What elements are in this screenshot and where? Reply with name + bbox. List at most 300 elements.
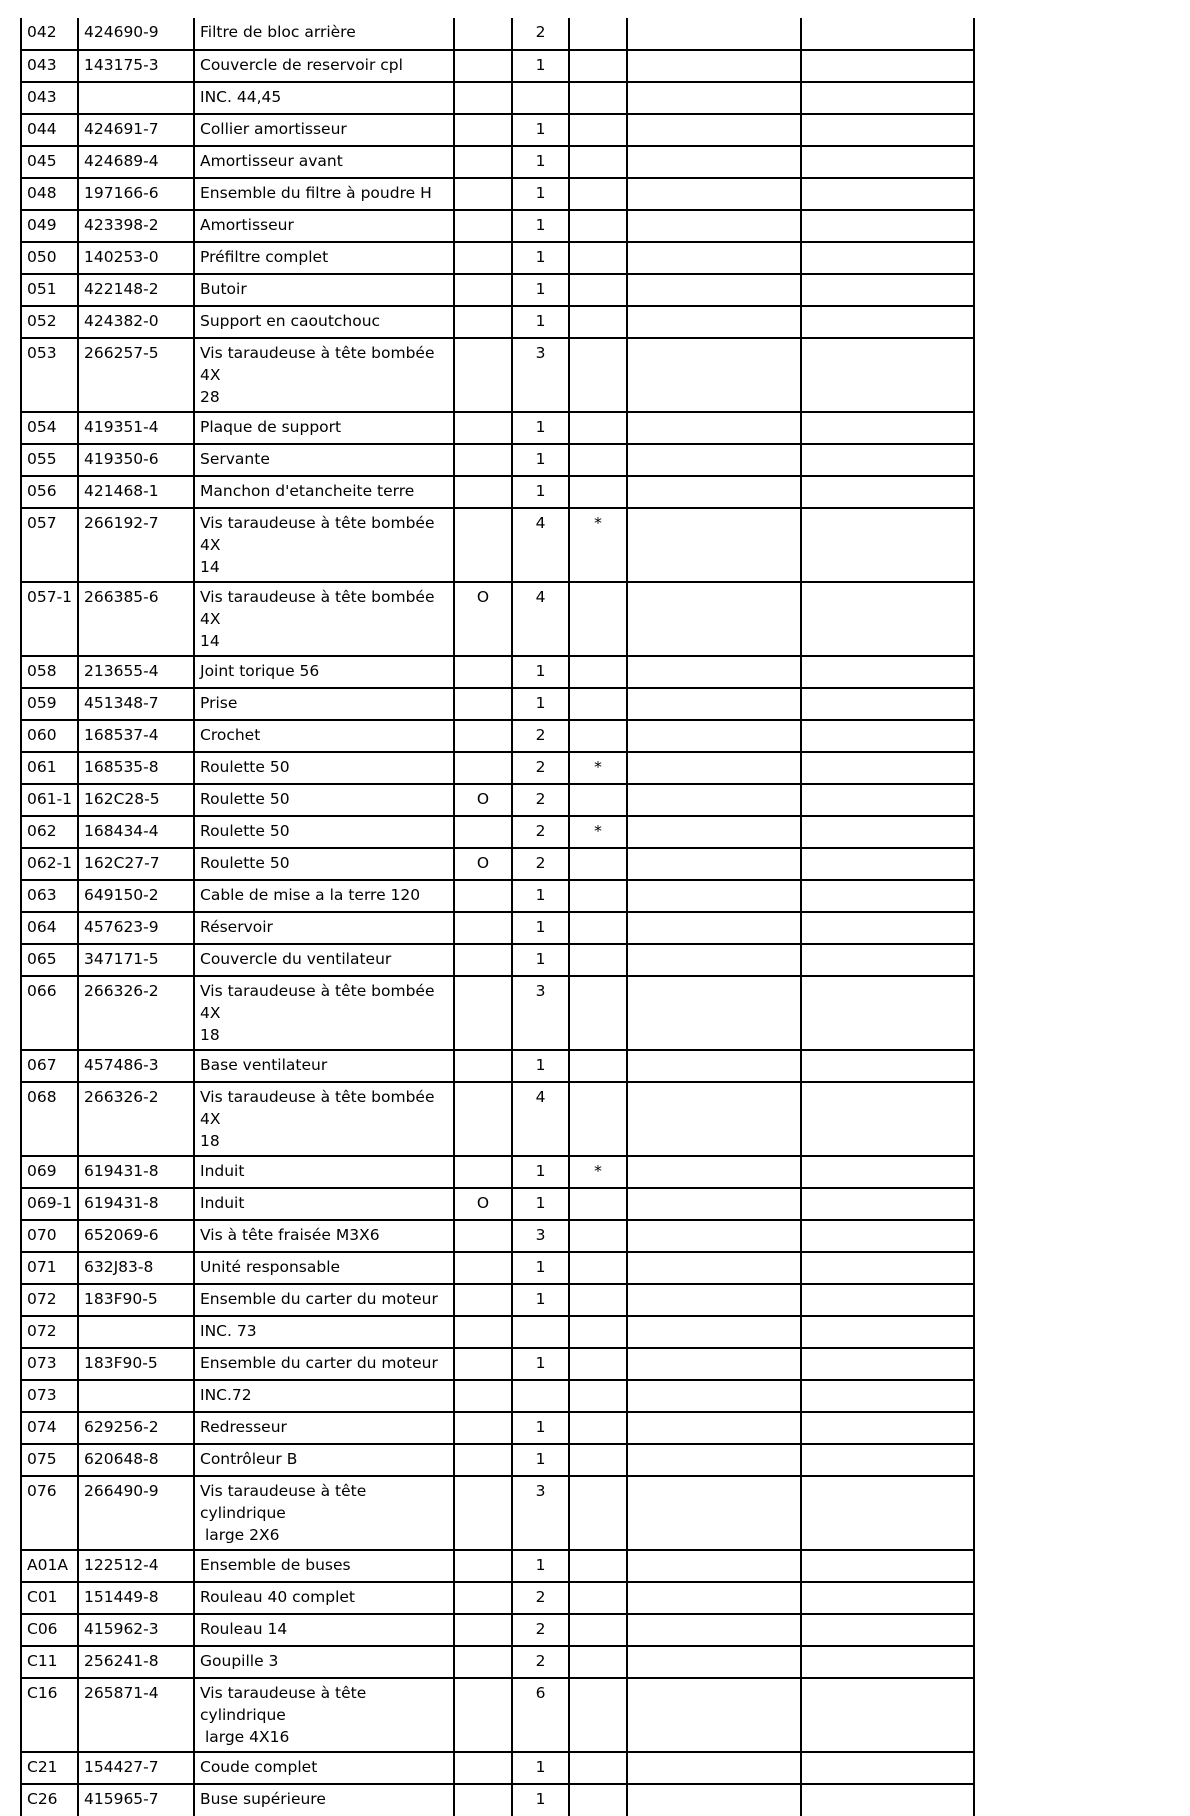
quantity-cell: 1 — [512, 412, 569, 444]
blank-cell — [627, 1784, 801, 1816]
remark-cell — [569, 82, 627, 114]
quantity-cell: 3 — [512, 1220, 569, 1252]
option-cell: O — [454, 582, 512, 656]
remark-cell — [569, 1316, 627, 1348]
table-row — [21, 880, 974, 912]
item-number-cell: 066 — [21, 976, 78, 1050]
description-cell: Manchon d'etancheite terre — [194, 476, 454, 508]
remark-cell — [569, 338, 627, 412]
part-number-cell: 421468-1 — [78, 476, 194, 508]
item-number-cell: 055 — [21, 444, 78, 476]
blank-cell — [801, 1188, 974, 1220]
remark-cell — [569, 1252, 627, 1284]
quantity-cell: 4 — [512, 1082, 569, 1156]
option-cell — [454, 178, 512, 210]
item-number-cell: 073 — [21, 1380, 78, 1412]
item-number-cell: A01A — [21, 1550, 78, 1582]
item-number-cell: 053 — [21, 338, 78, 412]
option-cell — [454, 880, 512, 912]
item-number-cell: C11 — [21, 1646, 78, 1678]
blank-cell — [627, 444, 801, 476]
table-row — [21, 1784, 974, 1816]
quantity-cell: 2 — [512, 1582, 569, 1614]
blank-cell — [801, 412, 974, 444]
description-cell: Coude complet — [194, 1752, 454, 1784]
blank-cell — [801, 1476, 974, 1550]
remark-cell: * — [569, 1156, 627, 1188]
blank-cell — [801, 656, 974, 688]
remark-cell — [569, 1646, 627, 1678]
part-number-cell: 168537-4 — [78, 720, 194, 752]
blank-cell — [801, 1348, 974, 1380]
quantity-cell: 1 — [512, 50, 569, 82]
description-cell: Ensemble de buses — [194, 1550, 454, 1582]
part-number-cell: 347171-5 — [78, 944, 194, 976]
part-number-cell: 619431-8 — [78, 1156, 194, 1188]
item-number-cell: 049 — [21, 210, 78, 242]
quantity-cell — [512, 1316, 569, 1348]
remark-cell — [569, 1412, 627, 1444]
description-cell: Roulette 50 — [194, 848, 454, 880]
item-number-cell: 045 — [21, 146, 78, 178]
table-row — [21, 178, 974, 210]
option-cell — [454, 656, 512, 688]
description-cell: Joint torique 56 — [194, 656, 454, 688]
part-number-cell: 143175-3 — [78, 50, 194, 82]
table-row — [21, 1050, 974, 1082]
blank-cell — [801, 1752, 974, 1784]
part-number-cell: 619431-8 — [78, 1188, 194, 1220]
remark-cell — [569, 656, 627, 688]
part-number-cell: 151449-8 — [78, 1582, 194, 1614]
blank-cell — [627, 1284, 801, 1316]
description-cell: Ensemble du filtre à poudre H — [194, 178, 454, 210]
quantity-cell: 1 — [512, 476, 569, 508]
remark-cell — [569, 1444, 627, 1476]
blank-cell — [627, 1646, 801, 1678]
description-cell: Vis taraudeuse à tête bombée 4X 14 — [194, 508, 454, 582]
part-number-cell: 256241-8 — [78, 1646, 194, 1678]
blank-cell — [801, 1550, 974, 1582]
blank-cell — [801, 784, 974, 816]
description-cell: Cable de mise a la terre 120 — [194, 880, 454, 912]
item-number-cell: 043 — [21, 82, 78, 114]
remark-cell — [569, 1284, 627, 1316]
description-cell: Base ventilateur — [194, 1050, 454, 1082]
blank-cell — [801, 944, 974, 976]
blank-cell — [627, 582, 801, 656]
option-cell — [454, 1582, 512, 1614]
description-cell: Induit — [194, 1156, 454, 1188]
blank-cell — [627, 306, 801, 338]
table-row — [21, 720, 974, 752]
item-number-cell: 042 — [21, 18, 78, 50]
part-number-cell: 162C28-5 — [78, 784, 194, 816]
part-number-cell — [78, 1316, 194, 1348]
remark-cell: * — [569, 816, 627, 848]
table-row — [21, 1646, 974, 1678]
blank-cell — [627, 242, 801, 274]
part-number-cell — [78, 82, 194, 114]
table-row — [21, 688, 974, 720]
item-number-cell: 061-1 — [21, 784, 78, 816]
part-number-cell: 266257-5 — [78, 338, 194, 412]
description-cell: Goupille 3 — [194, 1646, 454, 1678]
table-row — [21, 1444, 974, 1476]
table-row — [21, 274, 974, 306]
blank-cell — [627, 1444, 801, 1476]
blank-cell — [801, 912, 974, 944]
item-number-cell: 052 — [21, 306, 78, 338]
option-cell — [454, 1678, 512, 1752]
item-number-cell: C21 — [21, 1752, 78, 1784]
option-cell — [454, 976, 512, 1050]
part-number-cell: 162C27-7 — [78, 848, 194, 880]
option-cell — [454, 912, 512, 944]
quantity-cell: 1 — [512, 656, 569, 688]
remark-cell — [569, 1050, 627, 1082]
remark-cell — [569, 476, 627, 508]
quantity-cell — [512, 82, 569, 114]
part-number-cell: 419351-4 — [78, 412, 194, 444]
part-number-cell: 652069-6 — [78, 1220, 194, 1252]
quantity-cell: 1 — [512, 1156, 569, 1188]
quantity-cell: 2 — [512, 720, 569, 752]
description-cell: Vis à tête fraisée M3X6 — [194, 1220, 454, 1252]
description-cell: Prise — [194, 688, 454, 720]
part-number-cell: 266192-7 — [78, 508, 194, 582]
part-number-cell — [78, 1380, 194, 1412]
blank-cell — [627, 178, 801, 210]
blank-cell — [627, 944, 801, 976]
description-cell: Vis taraudeuse à tête cylindrique large 4X16 — [194, 1678, 454, 1752]
item-number-cell: C01 — [21, 1582, 78, 1614]
remark-cell — [569, 210, 627, 242]
blank-cell — [801, 1252, 974, 1284]
blank-cell — [627, 114, 801, 146]
part-number-cell: 419350-6 — [78, 444, 194, 476]
description-cell: Réservoir — [194, 912, 454, 944]
blank-cell — [627, 146, 801, 178]
quantity-cell: 6 — [512, 1678, 569, 1752]
description-cell: INC.72 — [194, 1380, 454, 1412]
blank-cell — [801, 1678, 974, 1752]
description-cell: Servante — [194, 444, 454, 476]
blank-cell — [627, 1582, 801, 1614]
description-cell: Couvercle du ventilateur — [194, 944, 454, 976]
item-number-cell: 051 — [21, 274, 78, 306]
blank-cell — [801, 1582, 974, 1614]
remark-cell — [569, 274, 627, 306]
blank-cell — [627, 1348, 801, 1380]
blank-cell — [627, 976, 801, 1050]
part-number-cell: 266326-2 — [78, 1082, 194, 1156]
option-cell — [454, 688, 512, 720]
part-number-cell: 415962-3 — [78, 1614, 194, 1646]
item-number-cell: 071 — [21, 1252, 78, 1284]
item-number-cell: C16 — [21, 1678, 78, 1752]
blank-cell — [627, 50, 801, 82]
option-cell — [454, 1444, 512, 1476]
option-cell: O — [454, 1188, 512, 1220]
item-number-cell: 073 — [21, 1348, 78, 1380]
table-row — [21, 656, 974, 688]
blank-cell — [627, 1316, 801, 1348]
table-row — [21, 1188, 974, 1220]
quantity-cell: 1 — [512, 306, 569, 338]
table-row — [21, 848, 974, 880]
remark-cell — [569, 18, 627, 50]
option-cell — [454, 1614, 512, 1646]
description-cell: Unité responsable — [194, 1252, 454, 1284]
item-number-cell: 070 — [21, 1220, 78, 1252]
blank-cell — [801, 1082, 974, 1156]
option-cell — [454, 114, 512, 146]
remark-cell — [569, 1188, 627, 1220]
remark-cell — [569, 1784, 627, 1816]
description-cell: Préfiltre complet — [194, 242, 454, 274]
quantity-cell: 1 — [512, 944, 569, 976]
remark-cell — [569, 688, 627, 720]
part-number-cell: 265871-4 — [78, 1678, 194, 1752]
blank-cell — [801, 720, 974, 752]
blank-cell — [801, 1646, 974, 1678]
blank-cell — [627, 274, 801, 306]
item-number-cell: 048 — [21, 178, 78, 210]
description-cell: Roulette 50 — [194, 816, 454, 848]
quantity-cell: 3 — [512, 976, 569, 1050]
quantity-cell: 1 — [512, 210, 569, 242]
table-row — [21, 1582, 974, 1614]
description-cell: Amortisseur avant — [194, 146, 454, 178]
option-cell — [454, 1348, 512, 1380]
item-number-cell: C06 — [21, 1614, 78, 1646]
part-number-cell: 415965-7 — [78, 1784, 194, 1816]
blank-cell — [801, 444, 974, 476]
item-number-cell: 062 — [21, 816, 78, 848]
option-cell — [454, 444, 512, 476]
remark-cell — [569, 306, 627, 338]
quantity-cell: 2 — [512, 1614, 569, 1646]
description-cell: Contrôleur B — [194, 1444, 454, 1476]
remark-cell — [569, 784, 627, 816]
item-number-cell: 043 — [21, 50, 78, 82]
table-row — [21, 752, 974, 784]
description-cell: Roulette 50 — [194, 752, 454, 784]
table-row — [21, 412, 974, 444]
quantity-cell: 4 — [512, 582, 569, 656]
option-cell — [454, 476, 512, 508]
table-row — [21, 1614, 974, 1646]
part-number-cell: 424382-0 — [78, 306, 194, 338]
quantity-cell: 2 — [512, 816, 569, 848]
blank-cell — [801, 880, 974, 912]
option-cell — [454, 1412, 512, 1444]
quantity-cell: 1 — [512, 242, 569, 274]
blank-cell — [627, 1156, 801, 1188]
table-row — [21, 1284, 974, 1316]
item-number-cell: 060 — [21, 720, 78, 752]
description-cell: Crochet — [194, 720, 454, 752]
quantity-cell: 1 — [512, 1550, 569, 1582]
quantity-cell: 1 — [512, 1348, 569, 1380]
blank-cell — [627, 1550, 801, 1582]
remark-cell — [569, 1678, 627, 1752]
description-cell: Rouleau 40 complet — [194, 1582, 454, 1614]
blank-cell — [627, 18, 801, 50]
blank-cell — [627, 1220, 801, 1252]
item-number-cell: 075 — [21, 1444, 78, 1476]
quantity-cell: 1 — [512, 146, 569, 178]
option-cell — [454, 412, 512, 444]
description-cell: Vis taraudeuse à tête bombée 4X 14 — [194, 582, 454, 656]
blank-cell — [627, 880, 801, 912]
table-row — [21, 242, 974, 274]
table-row — [21, 210, 974, 242]
remark-cell — [569, 1614, 627, 1646]
blank-cell — [627, 1380, 801, 1412]
item-number-cell: 076 — [21, 1476, 78, 1550]
quantity-cell: 1 — [512, 444, 569, 476]
remark-cell — [569, 880, 627, 912]
option-cell — [454, 1082, 512, 1156]
item-number-cell: 068 — [21, 1082, 78, 1156]
part-number-cell: 632J83-8 — [78, 1252, 194, 1284]
part-number-cell: 183F90-5 — [78, 1284, 194, 1316]
blank-cell — [627, 816, 801, 848]
quantity-cell: 4 — [512, 508, 569, 582]
part-number-cell: 122512-4 — [78, 1550, 194, 1582]
part-number-cell: 451348-7 — [78, 688, 194, 720]
blank-cell — [627, 1752, 801, 1784]
quantity-cell: 1 — [512, 1444, 569, 1476]
part-number-cell: 168434-4 — [78, 816, 194, 848]
blank-cell — [627, 784, 801, 816]
remark-cell — [569, 976, 627, 1050]
quantity-cell: 2 — [512, 752, 569, 784]
blank-cell — [801, 752, 974, 784]
option-cell — [454, 18, 512, 50]
remark-cell — [569, 178, 627, 210]
part-number-cell: 266490-9 — [78, 1476, 194, 1550]
blank-cell — [627, 412, 801, 444]
table-row — [21, 784, 974, 816]
option-cell: O — [454, 848, 512, 880]
blank-cell — [801, 816, 974, 848]
item-number-cell: 057-1 — [21, 582, 78, 656]
option-cell — [454, 338, 512, 412]
description-cell: Induit — [194, 1188, 454, 1220]
blank-cell — [801, 1050, 974, 1082]
blank-cell — [801, 1444, 974, 1476]
item-number-cell: 044 — [21, 114, 78, 146]
item-number-cell: 050 — [21, 242, 78, 274]
option-cell — [454, 50, 512, 82]
option-cell — [454, 1476, 512, 1550]
description-cell: Vis taraudeuse à tête bombée 4X 28 — [194, 338, 454, 412]
blank-cell — [801, 1412, 974, 1444]
table-row — [21, 338, 974, 412]
description-cell: Rouleau 14 — [194, 1614, 454, 1646]
option-cell — [454, 720, 512, 752]
remark-cell — [569, 242, 627, 274]
item-number-cell: 061 — [21, 752, 78, 784]
blank-cell — [627, 1188, 801, 1220]
description-cell: Couvercle de reservoir cpl — [194, 50, 454, 82]
item-number-cell: 072 — [21, 1284, 78, 1316]
quantity-cell: 1 — [512, 880, 569, 912]
blank-cell — [801, 1784, 974, 1816]
blank-cell — [627, 752, 801, 784]
quantity-cell — [512, 1380, 569, 1412]
table-row — [21, 508, 974, 582]
remark-cell — [569, 1348, 627, 1380]
table-row — [21, 50, 974, 82]
description-cell: Roulette 50 — [194, 784, 454, 816]
table-row — [21, 476, 974, 508]
remark-cell — [569, 1550, 627, 1582]
blank-cell — [801, 18, 974, 50]
blank-cell — [801, 178, 974, 210]
description-cell: Vis taraudeuse à tête cylindrique large 2X6 — [194, 1476, 454, 1550]
table-row — [21, 944, 974, 976]
blank-cell — [627, 720, 801, 752]
remark-cell — [569, 848, 627, 880]
option-cell — [454, 816, 512, 848]
option-cell — [454, 1050, 512, 1082]
blank-cell — [801, 82, 974, 114]
option-cell — [454, 1784, 512, 1816]
item-number-cell: 074 — [21, 1412, 78, 1444]
blank-cell — [627, 912, 801, 944]
blank-cell — [801, 1614, 974, 1646]
remark-cell — [569, 114, 627, 146]
option-cell — [454, 306, 512, 338]
quantity-cell: 1 — [512, 114, 569, 146]
remark-cell — [569, 912, 627, 944]
table-row — [21, 1550, 974, 1582]
description-cell: Amortisseur — [194, 210, 454, 242]
quantity-cell: 1 — [512, 1050, 569, 1082]
option-cell — [454, 274, 512, 306]
part-number-cell: 266385-6 — [78, 582, 194, 656]
blank-cell — [627, 338, 801, 412]
remark-cell: * — [569, 752, 627, 784]
blank-cell — [801, 848, 974, 880]
quantity-cell: 1 — [512, 1412, 569, 1444]
blank-cell — [801, 114, 974, 146]
part-number-cell: 457486-3 — [78, 1050, 194, 1082]
option-cell — [454, 146, 512, 178]
blank-cell — [801, 508, 974, 582]
part-number-cell: 457623-9 — [78, 912, 194, 944]
remark-cell — [569, 1220, 627, 1252]
table-row — [21, 306, 974, 338]
table-row — [21, 1412, 974, 1444]
part-number-cell: 629256-2 — [78, 1412, 194, 1444]
remark-cell — [569, 444, 627, 476]
blank-cell — [801, 1220, 974, 1252]
blank-cell — [801, 688, 974, 720]
description-cell: Vis taraudeuse à tête bombée 4X 18 — [194, 976, 454, 1050]
blank-cell — [627, 656, 801, 688]
table-row — [21, 82, 974, 114]
table-row — [21, 1348, 974, 1380]
part-number-cell: 424691-7 — [78, 114, 194, 146]
remark-cell — [569, 1380, 627, 1412]
blank-cell — [627, 1678, 801, 1752]
blank-cell — [627, 1082, 801, 1156]
